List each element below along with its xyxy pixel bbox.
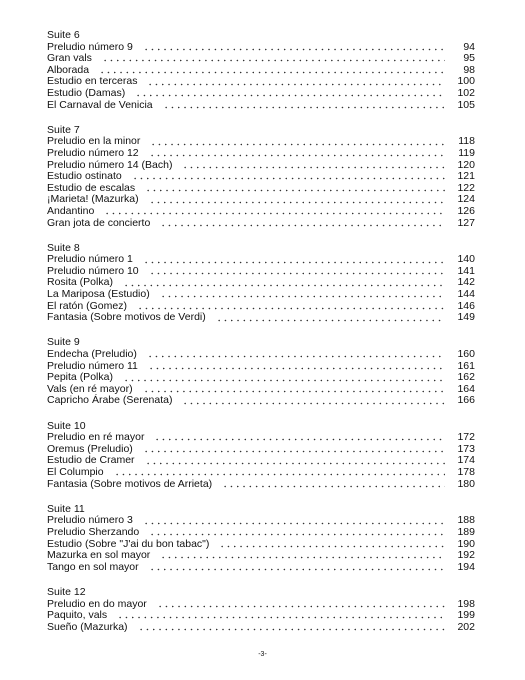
entry-title: ¡Marieta! (Mazurka) xyxy=(47,193,139,206)
entry-title: Preludio número 9 xyxy=(47,40,133,53)
entry-page-number: 95 xyxy=(463,52,475,65)
toc-entry xyxy=(47,562,475,574)
section-heading: Suite 9 xyxy=(47,336,80,349)
dot-leader xyxy=(149,533,445,536)
dot-leader xyxy=(149,201,445,204)
entry-page-number: 162 xyxy=(457,371,475,384)
entry-title: Estudio de Cramer xyxy=(47,454,135,467)
toc-entry xyxy=(47,467,475,479)
dot-leader xyxy=(114,473,445,476)
entry-page-number: 144 xyxy=(457,288,475,301)
table-of-contents xyxy=(47,30,475,647)
entry-page-number: 98 xyxy=(463,63,475,76)
dot-leader xyxy=(150,143,445,146)
entry-page-number: 118 xyxy=(458,135,475,148)
toc-entry xyxy=(47,312,475,324)
entry-page-number: 164 xyxy=(457,382,475,395)
entry-page-number: 160 xyxy=(457,348,475,361)
dot-leader xyxy=(135,94,445,97)
entry-title: Preludio número 14 (Bach) xyxy=(47,158,173,171)
entry-page-number: 124 xyxy=(457,193,475,206)
entry-title: Preludio Sherzando xyxy=(47,525,140,538)
entry-page-number: 140 xyxy=(457,253,475,266)
entry-title: Estudio (Damas) xyxy=(47,86,126,99)
toc-entry xyxy=(47,148,475,160)
toc-entry xyxy=(47,100,475,112)
entry-page-number: 142 xyxy=(457,276,475,289)
entry-page-number: 121 xyxy=(457,170,475,183)
dot-leader xyxy=(143,390,445,393)
toc-entry xyxy=(47,289,475,301)
entry-page-number: 192 xyxy=(457,549,475,562)
dot-leader xyxy=(143,522,445,525)
dot-leader xyxy=(160,295,445,298)
entry-title: El Carnaval de Venicia xyxy=(47,98,153,111)
toc-section xyxy=(47,125,475,229)
entry-title: Tango en sol mayor xyxy=(47,560,139,573)
dot-leader xyxy=(138,628,445,631)
entry-page-number: 105 xyxy=(457,98,475,111)
section-heading: Suite 6 xyxy=(47,29,80,41)
dot-leader xyxy=(222,485,445,488)
entry-title: Estudio (Sobre "J'ai du bon tabac") xyxy=(47,537,210,550)
dot-leader xyxy=(148,367,445,370)
dot-leader xyxy=(149,154,445,157)
entry-page-number: 173 xyxy=(457,442,475,455)
entry-page-number: 100 xyxy=(457,75,475,88)
toc-entry xyxy=(47,610,475,622)
toc-entry xyxy=(47,42,475,54)
entry-page-number: 166 xyxy=(457,394,475,407)
dot-leader xyxy=(132,177,445,180)
entry-title: El Columpio xyxy=(47,465,104,478)
section-heading: Suite 12 xyxy=(47,585,86,598)
dot-leader xyxy=(145,462,445,465)
toc-entry xyxy=(47,395,475,407)
entry-title: Fantasia (Sobre motivos de Arrieta) xyxy=(47,477,213,490)
entry-title: La Mariposa (Estudio) xyxy=(47,288,150,301)
entry-page-number: 174 xyxy=(457,454,475,467)
entry-page-number: 122 xyxy=(457,181,475,194)
entry-title: Paquito, vals xyxy=(47,609,108,622)
dot-leader xyxy=(104,212,445,215)
entry-title: Preludio en ré mayor xyxy=(47,431,145,444)
entry-title: Fantasia (Sobre motivos de Verdi) xyxy=(47,311,206,324)
toc-entry xyxy=(47,622,475,634)
dot-leader xyxy=(160,556,445,559)
entry-page-number: 189 xyxy=(457,525,475,538)
dot-leader xyxy=(147,83,445,86)
toc-entry xyxy=(47,53,475,65)
toc-entry xyxy=(47,218,475,230)
entry-page-number: 94 xyxy=(463,40,475,53)
entry-page-number: 119 xyxy=(458,146,475,159)
entry-title: Capricho Árabe (Serenata) xyxy=(47,394,173,407)
toc-entry xyxy=(47,349,475,361)
entry-page-number: 102 xyxy=(457,86,475,99)
toc-entry xyxy=(47,194,475,206)
toc-entry xyxy=(47,479,475,491)
toc-section xyxy=(47,504,475,574)
dot-leader xyxy=(123,379,445,382)
entry-title: Andantino xyxy=(47,204,95,217)
entry-page-number: 180 xyxy=(457,477,475,490)
entry-page-number: 194 xyxy=(457,560,475,573)
toc-section xyxy=(47,30,475,111)
dot-leader xyxy=(143,261,445,264)
entry-page-number: 198 xyxy=(457,597,475,610)
entry-title: Pepita (Polka) xyxy=(47,371,113,384)
dot-leader xyxy=(216,319,445,322)
entry-title: Endecha (Preludio) xyxy=(47,348,137,361)
toc-entry xyxy=(47,206,475,218)
entry-title: Preludio en la minor xyxy=(47,135,141,148)
entry-title: Preludio número 10 xyxy=(47,264,139,277)
dot-leader xyxy=(163,106,445,109)
entry-title: Preludio número 3 xyxy=(47,514,133,527)
dot-leader xyxy=(160,224,445,227)
dot-leader xyxy=(149,272,445,275)
entry-title: Estudio de escalas xyxy=(47,181,136,194)
dot-leader xyxy=(143,48,445,51)
entry-title: Estudio ostinato xyxy=(47,170,122,183)
toc-entry xyxy=(47,88,475,100)
dot-leader xyxy=(182,402,445,405)
entry-title: Preludio número 12 xyxy=(47,146,139,159)
dot-leader xyxy=(157,605,445,608)
toc-section xyxy=(47,337,475,407)
dot-leader xyxy=(99,71,445,74)
entry-page-number: 172 xyxy=(457,431,475,444)
toc-entry xyxy=(47,550,475,562)
dot-leader xyxy=(145,189,445,192)
dot-leader xyxy=(149,568,445,571)
dot-leader xyxy=(147,355,445,358)
entry-title: Preludio número 1 xyxy=(47,253,133,266)
entry-title: Alborada xyxy=(47,63,90,76)
entry-page-number: 161 xyxy=(457,359,475,372)
toc-section xyxy=(47,421,475,491)
toc-entry xyxy=(47,455,475,467)
dot-leader xyxy=(123,284,445,287)
section-heading: Suite 10 xyxy=(47,419,86,432)
entry-page-number: 190 xyxy=(457,537,475,550)
dot-leader xyxy=(137,307,445,310)
page-number: -3- xyxy=(258,651,267,658)
entry-page-number: 127 xyxy=(457,216,475,229)
dot-leader xyxy=(117,616,445,619)
toc-entry xyxy=(47,527,475,539)
section-heading: Suite 7 xyxy=(47,123,80,136)
dot-leader xyxy=(102,59,445,62)
entry-title: Sueño (Mazurka) xyxy=(47,620,128,633)
entry-page-number: 146 xyxy=(457,299,475,312)
dot-leader xyxy=(143,450,445,453)
entry-page-number: 188 xyxy=(457,514,475,527)
entry-title: Estudio en terceras xyxy=(47,75,138,88)
entry-page-number: 120 xyxy=(457,158,475,171)
toc-entry xyxy=(47,171,475,183)
section-heading: Suite 8 xyxy=(47,241,80,254)
entry-page-number: 199 xyxy=(457,609,475,622)
toc-section xyxy=(47,243,475,324)
entry-title: Preludio en do mayor xyxy=(47,597,147,610)
section-heading: Suite 11 xyxy=(47,502,85,515)
toc-entry xyxy=(47,599,475,611)
entry-title: Preludio número 11 xyxy=(47,359,138,372)
entry-title: Gran jota de concierto xyxy=(47,216,151,229)
entry-title: Vals (en ré mayor) xyxy=(47,382,133,395)
entry-page-number: 126 xyxy=(457,204,475,217)
entry-title: Oremus (Preludio) xyxy=(47,442,133,455)
entry-title: Gran vals xyxy=(47,52,92,65)
entry-title: El ratón (Gomez) xyxy=(47,299,127,312)
entry-title: Mazurka en sol mayor xyxy=(47,549,151,562)
dot-leader xyxy=(219,545,445,548)
entry-page-number: 149 xyxy=(457,311,475,324)
dot-leader xyxy=(182,166,445,169)
entry-page-number: 178 xyxy=(457,465,475,478)
entry-title: Rosita (Polka) xyxy=(47,276,113,289)
dot-leader xyxy=(154,438,445,441)
toc-section xyxy=(47,587,475,633)
entry-page-number: 141 xyxy=(457,264,475,277)
entry-page-number: 202 xyxy=(457,620,475,633)
